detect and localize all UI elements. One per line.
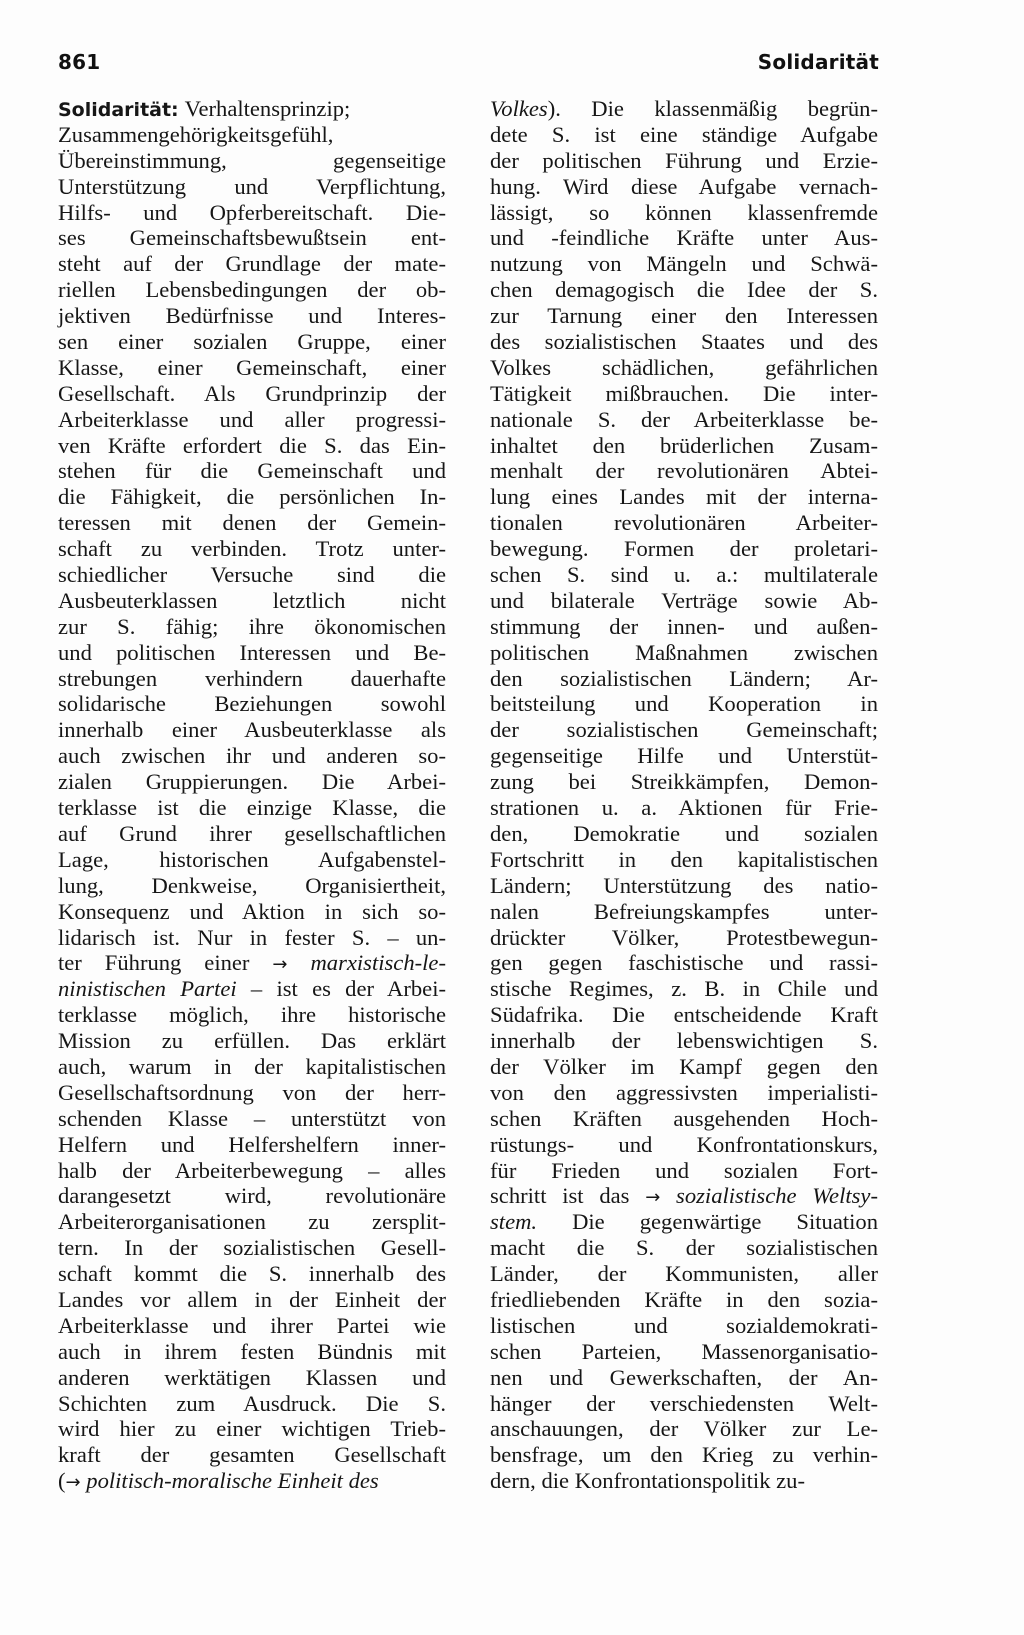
text-segment: Landes vor allem in der Einheit der bbox=[58, 1286, 446, 1312]
text-segment: Gesellschaftsordnung von der herr- bbox=[58, 1079, 446, 1105]
text-segment: Gesellschaft. Als Grundprinzip der bbox=[58, 380, 446, 406]
text-segment: lidarisch ist. Nur in fester S. – un- bbox=[58, 924, 446, 950]
text-line bbox=[58, 640, 446, 666]
cross-reference-text: politisch-moralische Einheit des bbox=[80, 1468, 379, 1494]
text-segment: hung. Wird diese Aufgabe vernach- bbox=[490, 173, 878, 199]
text-segment: tern. In der sozialistischen Gesell- bbox=[58, 1235, 446, 1261]
text-line bbox=[490, 717, 878, 743]
text-segment: nen und Gewerkschaften, der An- bbox=[490, 1364, 878, 1390]
text-line bbox=[58, 174, 446, 200]
text-line bbox=[490, 510, 878, 536]
text-segment: darangesetzt wird, revolutionäre bbox=[58, 1183, 446, 1209]
text-segment: Zusammengehörigkeitsgefühl, bbox=[58, 121, 334, 147]
text-segment: stimmung der innen- und außen- bbox=[490, 613, 878, 639]
text-segment: Schichten zum Ausdruck. Die S. bbox=[58, 1390, 446, 1416]
text-segment: auch zwischen ihr und anderen so- bbox=[58, 743, 446, 769]
text-segment: hänger der verschiedensten Welt- bbox=[490, 1390, 878, 1416]
cross-reference-text: stem. bbox=[490, 1209, 538, 1235]
running-head: Solidarität bbox=[757, 50, 879, 74]
text-line bbox=[58, 950, 446, 976]
text-line bbox=[490, 1313, 878, 1339]
text-line bbox=[58, 536, 446, 562]
text-line bbox=[58, 899, 446, 925]
text-segment: gegenseitige Hilfe und Unterstüt- bbox=[490, 743, 878, 769]
text-segment: dern, die Konfrontationspolitik zu- bbox=[490, 1468, 805, 1494]
text-segment: Arbeiterorganisationen zu zersplit- bbox=[58, 1209, 446, 1235]
text-line bbox=[490, 1106, 878, 1132]
text-segment: jektiven Bedürfnisse und Interes- bbox=[58, 303, 446, 329]
text-segment: kraft der gesamten Gesellschaft bbox=[58, 1442, 446, 1468]
text-segment: drückter Völker, Protestbewegun- bbox=[490, 924, 878, 950]
entry-keyword: Solidarität: bbox=[58, 99, 179, 121]
text-line bbox=[58, 925, 446, 951]
text-line bbox=[58, 225, 446, 251]
text-segment: beitsteilung und Kooperation in bbox=[490, 691, 878, 717]
text-line bbox=[58, 1468, 446, 1494]
text-line bbox=[58, 717, 446, 743]
text-segment: – ist es der Arbei- bbox=[236, 976, 446, 1002]
text-segment: strebungen verhindern dauerhafte bbox=[58, 665, 446, 691]
text-line bbox=[58, 847, 446, 873]
text-segment: Tätigkeit mißbrauchen. Die inter- bbox=[490, 380, 878, 406]
text-line bbox=[490, 536, 878, 562]
text-line bbox=[58, 200, 446, 226]
text-line bbox=[58, 484, 446, 510]
text-segment: und -feindliche Kräfte unter Aus- bbox=[490, 225, 878, 251]
text-line bbox=[490, 1468, 878, 1494]
text-segment: politischen Maßnahmen zwischen bbox=[490, 639, 878, 665]
text-line bbox=[58, 588, 446, 614]
text-segment: und politischen Interessen und Be- bbox=[58, 639, 446, 665]
text-line bbox=[58, 1209, 446, 1235]
text-segment: Ländern; Unterstützung des natio- bbox=[490, 872, 878, 898]
cross-reference-arrow: → bbox=[272, 954, 288, 976]
text-segment: schritt ist das bbox=[490, 1183, 646, 1209]
text-line bbox=[490, 433, 878, 459]
text-segment: anderen werktätigen Klassen und bbox=[58, 1364, 446, 1390]
text-line bbox=[58, 148, 446, 174]
text-line bbox=[58, 303, 446, 329]
text-line bbox=[58, 743, 446, 769]
text-line bbox=[490, 484, 878, 510]
text-segment: Volkes schädlichen, gefährlichen bbox=[490, 354, 878, 380]
text-segment: Fortschritt in den kapitalistischen bbox=[490, 846, 878, 872]
text-line bbox=[490, 873, 878, 899]
text-line bbox=[58, 1339, 446, 1365]
text-segment: Die gegenwärtige Situation bbox=[537, 1209, 878, 1235]
text-segment: schenden Klasse – unterstützt von bbox=[58, 1105, 446, 1131]
text-segment: friedliebenden Kräfte in den sozia- bbox=[490, 1286, 878, 1312]
text-column-right bbox=[490, 96, 878, 1494]
text-line bbox=[490, 1391, 878, 1417]
text-segment: auf Grund ihrer gesellschaftlichen bbox=[58, 820, 446, 846]
text-segment: ven Kräfte erfordert die S. das Ein- bbox=[58, 432, 446, 458]
text-line bbox=[58, 873, 446, 899]
text-segment: zung bei Streikkämpfen, Demon- bbox=[490, 769, 878, 795]
text-column-left bbox=[58, 96, 446, 1494]
text-line bbox=[490, 691, 878, 717]
text-line bbox=[490, 1365, 878, 1391]
cross-reference-text: sozialistische Weltsy- bbox=[660, 1183, 878, 1209]
text-line bbox=[58, 1391, 446, 1417]
text-line bbox=[58, 769, 446, 795]
text-segment: schen S. sind u. a.: multilaterale bbox=[490, 562, 878, 588]
cross-reference-arrow: → bbox=[65, 1472, 81, 1494]
text-segment: zur Tarnung einer den Interessen bbox=[490, 303, 878, 329]
text-line bbox=[58, 251, 446, 277]
text-line bbox=[58, 329, 446, 355]
text-line bbox=[490, 795, 878, 821]
text-line bbox=[490, 96, 878, 122]
text-line bbox=[490, 407, 878, 433]
text-segment: der sozialistischen Gemeinschaft; bbox=[490, 717, 878, 743]
text-segment: schaft kommt die S. innerhalb des bbox=[58, 1261, 446, 1287]
text-line bbox=[490, 1054, 878, 1080]
text-line bbox=[58, 1416, 446, 1442]
text-line bbox=[490, 251, 878, 277]
text-line bbox=[490, 1028, 878, 1054]
text-line bbox=[58, 614, 446, 640]
text-line bbox=[490, 200, 878, 226]
text-segment: sen einer sozialen Gruppe, einer bbox=[58, 329, 446, 355]
cross-reference-text: marxistisch-le- bbox=[287, 950, 446, 976]
text-segment: terklasse möglich, ihre historische bbox=[58, 1002, 446, 1028]
text-line bbox=[58, 277, 446, 303]
text-line bbox=[490, 1183, 878, 1209]
text-segment: strationen u. a. Aktionen für Frie- bbox=[490, 795, 878, 821]
text-segment: lung eines Landes mit der interna- bbox=[490, 484, 878, 510]
text-line bbox=[58, 562, 446, 588]
text-line bbox=[58, 1158, 446, 1184]
text-line bbox=[490, 743, 878, 769]
text-segment: zur S. fähig; ihre ökonomischen bbox=[58, 613, 446, 639]
text-segment: rüstungs- und Konfrontationskurs, bbox=[490, 1131, 878, 1157]
text-line bbox=[58, 1183, 446, 1209]
text-line bbox=[490, 303, 878, 329]
text-segment: bensfrage, um den Krieg zu verhin- bbox=[490, 1442, 878, 1468]
text-line bbox=[490, 381, 878, 407]
text-line bbox=[58, 1028, 446, 1054]
text-line bbox=[58, 122, 446, 148]
text-segment: Verhaltensprinzip; bbox=[184, 96, 351, 121]
text-segment: gen gegen faschistische und rassi- bbox=[490, 950, 878, 976]
text-segment: Arbeiterklasse und ihrer Partei wie bbox=[58, 1312, 446, 1338]
text-line bbox=[490, 666, 878, 692]
text-segment: Klasse, einer Gemeinschaft, einer bbox=[58, 354, 446, 380]
text-line bbox=[490, 1080, 878, 1106]
text-line bbox=[490, 1261, 878, 1287]
text-segment: halb der Arbeiterbewegung – alles bbox=[58, 1157, 446, 1183]
text-segment: lung, Denkweise, Organisiertheit, bbox=[58, 872, 446, 898]
text-segment: stische Regimes, z. B. in Chile und bbox=[490, 976, 878, 1002]
text-line bbox=[58, 1054, 446, 1080]
text-line bbox=[58, 1442, 446, 1468]
text-segment: nationale S. der Arbeiterklasse be- bbox=[490, 406, 878, 432]
text-line bbox=[490, 847, 878, 873]
text-segment: wird hier zu einer wichtigen Trieb- bbox=[58, 1416, 446, 1442]
text-line bbox=[490, 1002, 878, 1028]
text-segment: anschauungen, der Völker zur Le- bbox=[490, 1416, 878, 1442]
text-line bbox=[58, 1287, 446, 1313]
text-line bbox=[490, 821, 878, 847]
text-segment: innerhalb einer Ausbeuterklasse als bbox=[58, 717, 446, 743]
text-segment: nalen Befreiungskampfes unter- bbox=[490, 898, 878, 924]
text-segment: innerhalb der lebenswichtigen S. bbox=[490, 1028, 878, 1054]
text-segment: nutzung von Mängeln und Schwä- bbox=[490, 251, 878, 277]
text-segment: ses Gemeinschaftsbewußtsein ent- bbox=[58, 225, 446, 251]
text-line bbox=[58, 1132, 446, 1158]
text-line bbox=[58, 1080, 446, 1106]
text-line bbox=[490, 277, 878, 303]
text-segment: bewegung. Formen der proletari- bbox=[490, 536, 878, 562]
text-line bbox=[490, 1132, 878, 1158]
text-line bbox=[58, 1365, 446, 1391]
text-line bbox=[490, 925, 878, 951]
text-line bbox=[490, 122, 878, 148]
text-segment: auch in ihrem festen Bündnis mit bbox=[58, 1338, 446, 1364]
text-line bbox=[58, 407, 446, 433]
text-segment: ter Führung einer bbox=[58, 950, 273, 976]
text-line bbox=[490, 899, 878, 925]
page-number: 861 bbox=[58, 50, 101, 74]
text-line bbox=[490, 1235, 878, 1261]
text-line bbox=[58, 821, 446, 847]
text-segment: macht die S. der sozialistischen bbox=[490, 1235, 878, 1261]
text-segment: Lage, historischen Aufgabenstel- bbox=[58, 846, 446, 872]
text-line bbox=[490, 614, 878, 640]
text-line bbox=[58, 510, 446, 536]
text-segment: teressen mit denen der Gemein- bbox=[58, 510, 446, 536]
text-segment: menhalt der revolutionären Abtei- bbox=[490, 458, 878, 484]
text-line bbox=[490, 1442, 878, 1468]
text-segment: ). Die klassenmäßig begrün- bbox=[547, 96, 878, 121]
text-segment: der politischen Führung und Erzie- bbox=[490, 147, 878, 173]
text-line bbox=[58, 691, 446, 717]
text-line bbox=[490, 225, 878, 251]
text-line bbox=[490, 148, 878, 174]
text-segment: schen Kräften ausgehenden Hoch- bbox=[490, 1105, 878, 1131]
text-line bbox=[58, 976, 446, 1002]
text-segment: stehen für die Gemeinschaft und bbox=[58, 458, 446, 484]
text-segment: schen Parteien, Massenorganisatio- bbox=[490, 1338, 878, 1364]
text-segment: Konsequenz und Aktion in sich so- bbox=[58, 898, 446, 924]
text-segment: Mission zu erfüllen. Das erklärt bbox=[58, 1028, 446, 1054]
text-segment: ( bbox=[58, 1468, 66, 1494]
text-line bbox=[58, 1106, 446, 1132]
text-line bbox=[58, 1261, 446, 1287]
text-line bbox=[58, 1235, 446, 1261]
text-segment: Südafrika. Die entscheidende Kraft bbox=[490, 1002, 878, 1028]
text-segment: für Frieden und sozialen Fort- bbox=[490, 1157, 878, 1183]
text-segment: Unterstützung und Verpflichtung, bbox=[58, 173, 446, 199]
text-line bbox=[490, 1287, 878, 1313]
text-segment: terklasse ist die einzige Klasse, die bbox=[58, 795, 446, 821]
text-segment: Übereinstimmung, gegenseitige bbox=[58, 147, 446, 173]
cross-reference-arrow: → bbox=[645, 1187, 661, 1209]
text-line bbox=[490, 1416, 878, 1442]
text-line bbox=[490, 976, 878, 1002]
cross-reference-text: Volkes bbox=[490, 96, 548, 121]
text-segment: schaft zu verbinden. Trotz unter- bbox=[58, 536, 446, 562]
text-segment: Helfern und Helfershelfern inner- bbox=[58, 1131, 446, 1157]
text-segment: lässigt, so können klassenfremde bbox=[490, 199, 878, 225]
text-segment: Ausbeuterklassen letztlich nicht bbox=[58, 587, 446, 613]
text-segment: solidarische Beziehungen sowohl bbox=[58, 691, 446, 717]
text-segment: den sozialistischen Ländern; Ar- bbox=[490, 665, 878, 691]
text-line bbox=[490, 588, 878, 614]
text-line bbox=[58, 96, 446, 122]
text-line bbox=[58, 381, 446, 407]
text-line bbox=[490, 458, 878, 484]
text-segment: die Fähigkeit, die persönlichen In- bbox=[58, 484, 446, 510]
text-line bbox=[490, 950, 878, 976]
text-segment: Arbeiterklasse und aller progressi- bbox=[58, 406, 446, 432]
text-line bbox=[58, 355, 446, 381]
text-line bbox=[490, 1158, 878, 1184]
text-line bbox=[58, 1313, 446, 1339]
text-segment: der Völker im Kampf gegen den bbox=[490, 1053, 878, 1079]
text-segment: schiedlicher Versuche sind die bbox=[58, 562, 446, 588]
text-line bbox=[490, 174, 878, 200]
text-line bbox=[490, 355, 878, 381]
text-line bbox=[490, 769, 878, 795]
text-segment: des sozialistischen Staates und des bbox=[490, 329, 878, 355]
text-line bbox=[58, 666, 446, 692]
text-segment: steht auf der Grundlage der mate- bbox=[58, 251, 446, 277]
text-segment: Länder, der Kommunisten, aller bbox=[490, 1261, 878, 1287]
text-segment: den, Demokratie und sozialen bbox=[490, 820, 878, 846]
text-segment: inhaltet den brüderlichen Zusam- bbox=[490, 432, 878, 458]
text-line bbox=[490, 1209, 878, 1235]
text-line bbox=[58, 795, 446, 821]
text-line bbox=[58, 433, 446, 459]
text-segment: Hilfs- und Opferbereitschaft. Die- bbox=[58, 199, 446, 225]
text-segment: und bilaterale Verträge sowie Ab- bbox=[490, 587, 878, 613]
cross-reference-text: ninistischen Partei bbox=[58, 976, 237, 1002]
text-segment: zialen Gruppierungen. Die Arbei- bbox=[58, 769, 446, 795]
text-segment: auch, warum in der kapitalistischen bbox=[58, 1053, 446, 1079]
text-segment: chen demagogisch die Idee der S. bbox=[490, 277, 878, 303]
text-segment: tionalen revolutionären Arbeiter- bbox=[490, 510, 878, 536]
text-segment: listischen und sozialdemokrati- bbox=[490, 1312, 878, 1338]
text-line bbox=[490, 640, 878, 666]
text-segment: dete S. ist eine ständige Aufgabe bbox=[490, 121, 878, 147]
text-line bbox=[490, 1339, 878, 1365]
text-segment: von den aggressivsten imperialisti- bbox=[490, 1079, 878, 1105]
text-line bbox=[58, 1002, 446, 1028]
text-line bbox=[490, 329, 878, 355]
text-line bbox=[490, 562, 878, 588]
text-segment: riellen Lebensbedingungen der ob- bbox=[58, 277, 446, 303]
text-line bbox=[58, 458, 446, 484]
